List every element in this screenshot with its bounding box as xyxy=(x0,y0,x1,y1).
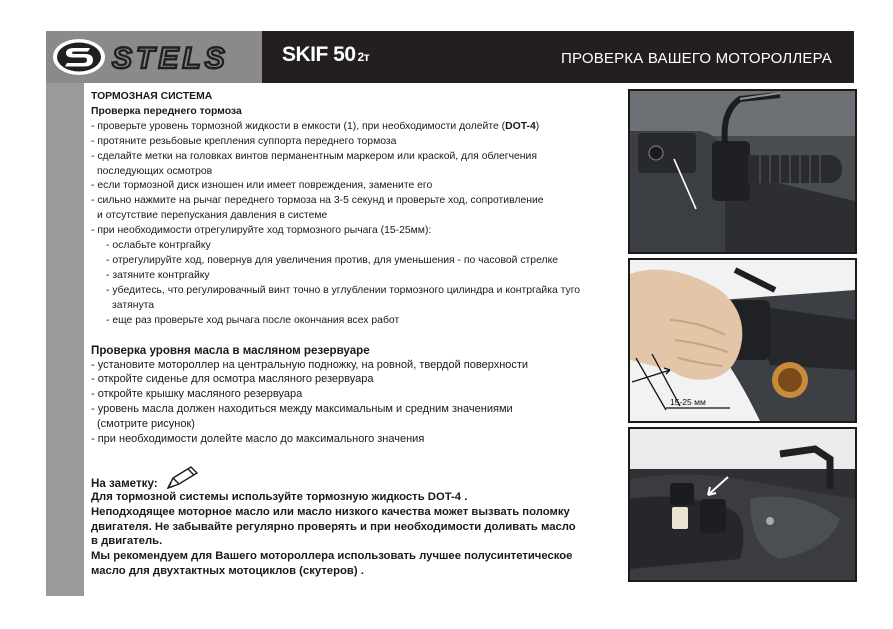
brake-sub-4: - убедитесь, что регулировачный винт точно в углублении тормозного цилиндра и контргайка туго xyxy=(106,284,581,296)
brake-heading: ТОРМОЗНАЯ СИСТЕМА xyxy=(91,91,213,102)
oil-heading: Проверка уровня масла в масляном резервуаре xyxy=(91,343,370,357)
brake-line-4: - если тормозной диск изношен или имеет повреждения, замените его xyxy=(91,180,433,192)
note-heading: На заметку: xyxy=(91,476,158,490)
brake-line-5: - сильно нажмите на рычаг переднего тормоза на 3-5 секунд и проверьте ход, сопротивление xyxy=(91,195,544,207)
page-title: ПРОВЕРКА ВАШЕГО МОТОРОЛЛЕРА xyxy=(560,50,832,67)
brake-line-3b: последующих осмотров xyxy=(97,165,213,177)
brake-sub-3: - затяните контргайку xyxy=(106,269,210,281)
main-content xyxy=(91,90,626,579)
model-name: SKIF 50 2т xyxy=(282,43,370,66)
note-line-6: масло для двухтактных мотоциклов (скутеров) . xyxy=(91,564,364,577)
note-line-2: Неподходящее моторное масло или масло низкого качества может вызвать поломку xyxy=(91,505,570,518)
brand-logo xyxy=(46,31,262,83)
brake-subheading: Проверка переднего тормоза xyxy=(91,105,242,117)
oil-line-4: - уровень масла должен находиться между максимальным и средним значениями xyxy=(91,403,513,416)
note-line-4: в двигатель. xyxy=(91,535,163,548)
pencil-icon xyxy=(164,464,200,492)
side-strip xyxy=(46,83,84,596)
stels-wordmark xyxy=(108,39,258,75)
photo-oil-reservoir xyxy=(628,427,857,582)
oil-line-4b: (смотрите рисунок) xyxy=(97,418,195,431)
note-line-5: Мы рекомендуем для Вашего мотороллера использовать лучшее полусинтетическое xyxy=(91,550,573,563)
brake-line-6: - при необходимости отрегулируйте ход тормозного рычага (15-25мм): xyxy=(91,225,432,237)
lever-travel-label: 15-25 мм xyxy=(670,397,706,407)
brake-sub-4b: затянута xyxy=(112,299,155,311)
brake-sub-2: - отрегулируйте ход, повернув для увеличения против, для уменьшения - по часовой стрелке xyxy=(106,254,559,266)
brake-line-3: - сделайте метки на головках винтов перманентным маркером или краской, для облегчения xyxy=(91,150,537,162)
oil-line-1: - установите мотороллер на центральную подножку, на ровной, твердой поверхности xyxy=(91,358,529,371)
note-line-3: двигателя. Не забывайте регулярно проверять и при необходимости доливать масло xyxy=(91,520,576,533)
oil-line-2: - откройте сиденье для осмотра масляного резервуара xyxy=(91,373,374,386)
brake-line-1: - проверьте уровень тормозной жидкости в емкости (1), при необходимости долейте (DOT-4) xyxy=(91,120,540,132)
brand-wordmark-text: STELS xyxy=(112,42,229,75)
note-line-1: Для тормозной системы используйте тормозную жидкость DOT-4 . xyxy=(91,490,468,503)
brake-sub-5: - еще раз проверьте ход рычага после окончания всех работ xyxy=(106,314,400,326)
brake-line-5b: и отсутствие перепускания давления в системе xyxy=(97,210,328,222)
brake-line-2: - протяните резьбовые крепления суппорта переднего тормоза xyxy=(91,135,397,147)
oil-line-5: - при необходимости долейте масло до максимального значения xyxy=(91,433,425,446)
photo-brake-lever xyxy=(628,258,857,423)
brake-sub-1: - ослабьте контргайку xyxy=(106,240,211,252)
oil-line-3: - откройте крышку масляного резервуара xyxy=(91,388,303,401)
page-header xyxy=(46,31,854,83)
note-heading-row xyxy=(91,464,626,490)
photo-brake-reservoir xyxy=(628,89,857,254)
stels-s-emblem-icon xyxy=(52,37,108,77)
